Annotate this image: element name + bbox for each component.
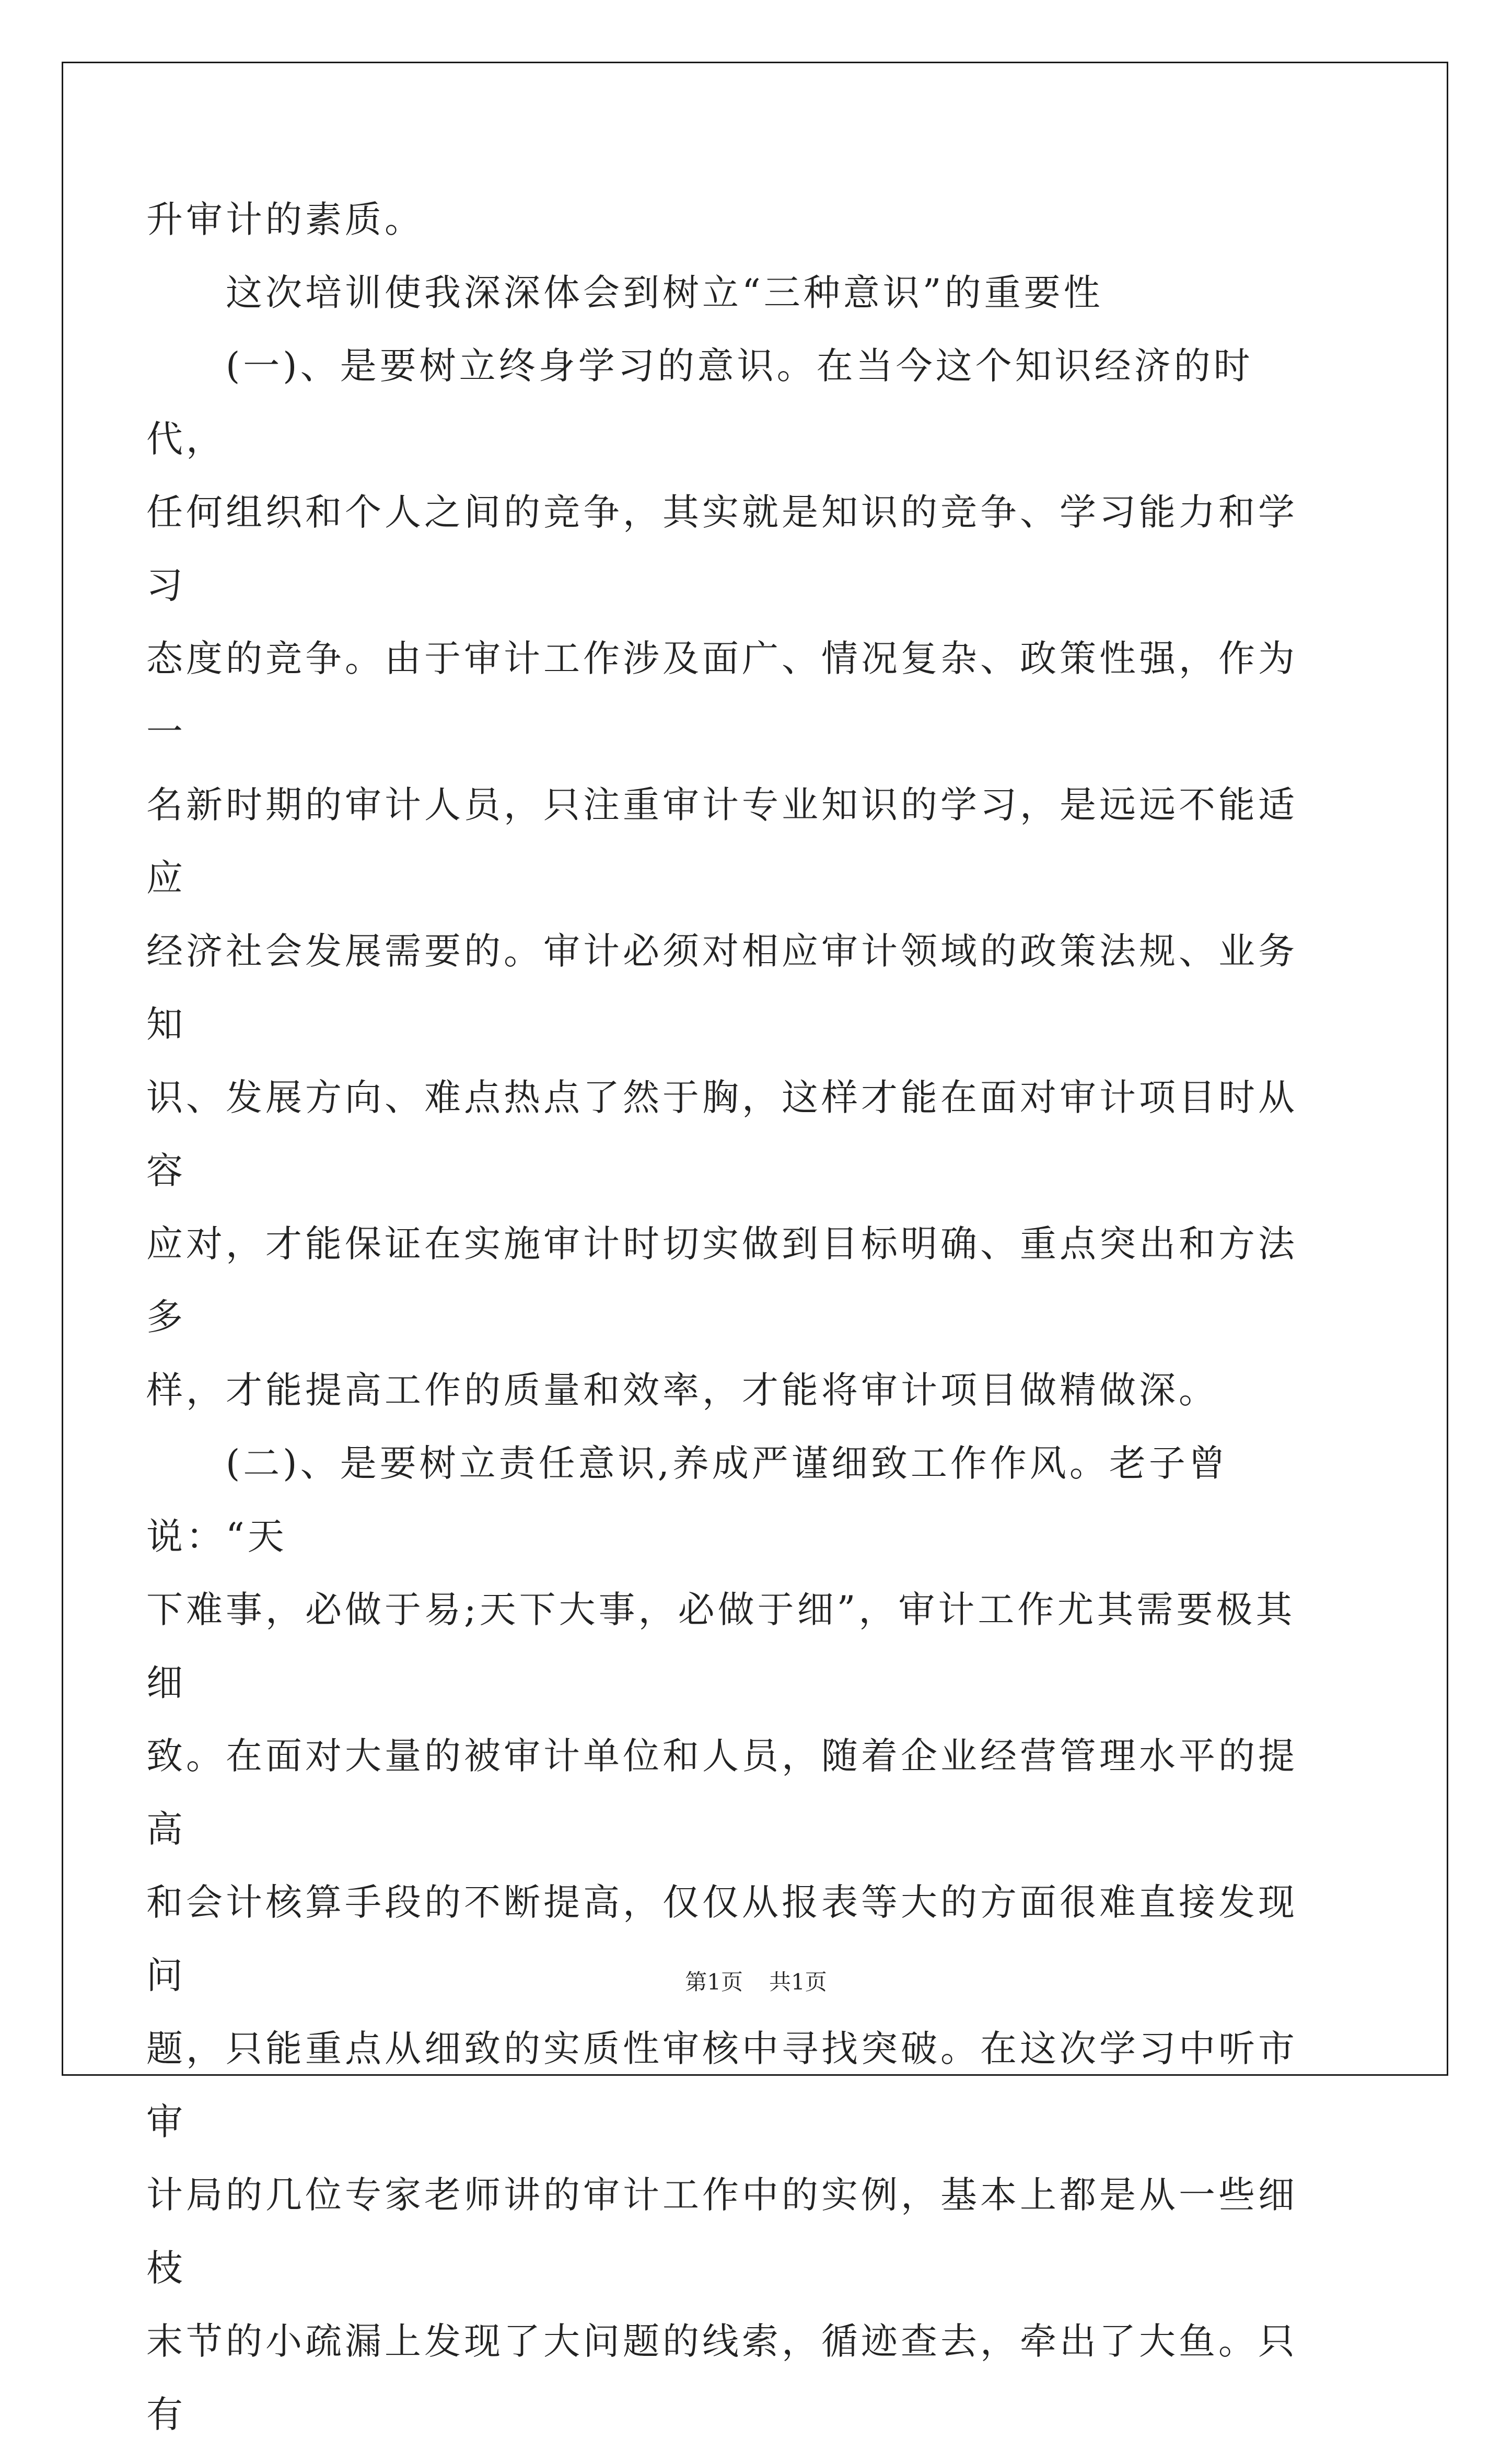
text-line: 和会计核算手段的不断提高，仅仅从报表等大的方面很难直接发现问 [146, 1881, 1298, 1997]
text-line: 样，才能提高工作的质量和效率，才能将审计项目做精做深。 [146, 1369, 1218, 1412]
page-footer [0, 1965, 1512, 1996]
text-line: 致。在面对大量的被审计单位和人员，随着企业经营管理水平的提高 [146, 1735, 1298, 1851]
text-line: 态度的竞争。由于审计工作涉及面广、情况复杂、政策性强，作为一 [146, 637, 1298, 753]
text-line: 下难事，必做于易;天下大事，必做于细”，审计工作尤其需要极其细 [146, 1588, 1296, 1704]
text-line: 升审计的素质。 [146, 198, 424, 241]
text-line: 经济社会发展需要的。审计必须对相应审计领域的政策法规、业务知 [146, 930, 1298, 1046]
text-line: 题，只能重点从细致的实质性审核中寻找突破。在这次学习中听市审 [146, 2027, 1298, 2143]
text-line: 计局的几位专家老师讲的审计工作中的实例，基本上都是从一些细枝 [146, 2173, 1298, 2290]
text-line: (一)、是要树立终身学习的意识。在当今这个知识经济的时代， [146, 344, 1253, 460]
text-line: 应对，才能保证在实施审计时切实做到目标明确、重点突出和方法多 [146, 1222, 1298, 1338]
text-line: (二)、是要树立责任意识,养成严谨细致工作作风。老子曾说：“天 [146, 1442, 1228, 1558]
page-number: 第1页 [685, 1969, 743, 1995]
text-line: 名新时期的审计人员，只注重审计专业知识的学习，是远远不能适应 [146, 783, 1298, 899]
text-line: 末节的小疏漏上发现了大问题的线索，循迹查去，牵出了大鱼。只有 [146, 2320, 1298, 2436]
page-total: 共1页 [769, 1969, 827, 1995]
text-line: 这次培训使我深深体会到树立“三种意识”的重要性 [146, 271, 1103, 314]
text-line: 任何组织和个人之间的竞争，其实就是知识的竞争、学习能力和学习 [146, 491, 1298, 607]
text-line: 识、发展方向、难点热点了然于胸，这样才能在面对审计项目时从容 [146, 1076, 1298, 1192]
document-body [146, 183, 1332, 2451]
